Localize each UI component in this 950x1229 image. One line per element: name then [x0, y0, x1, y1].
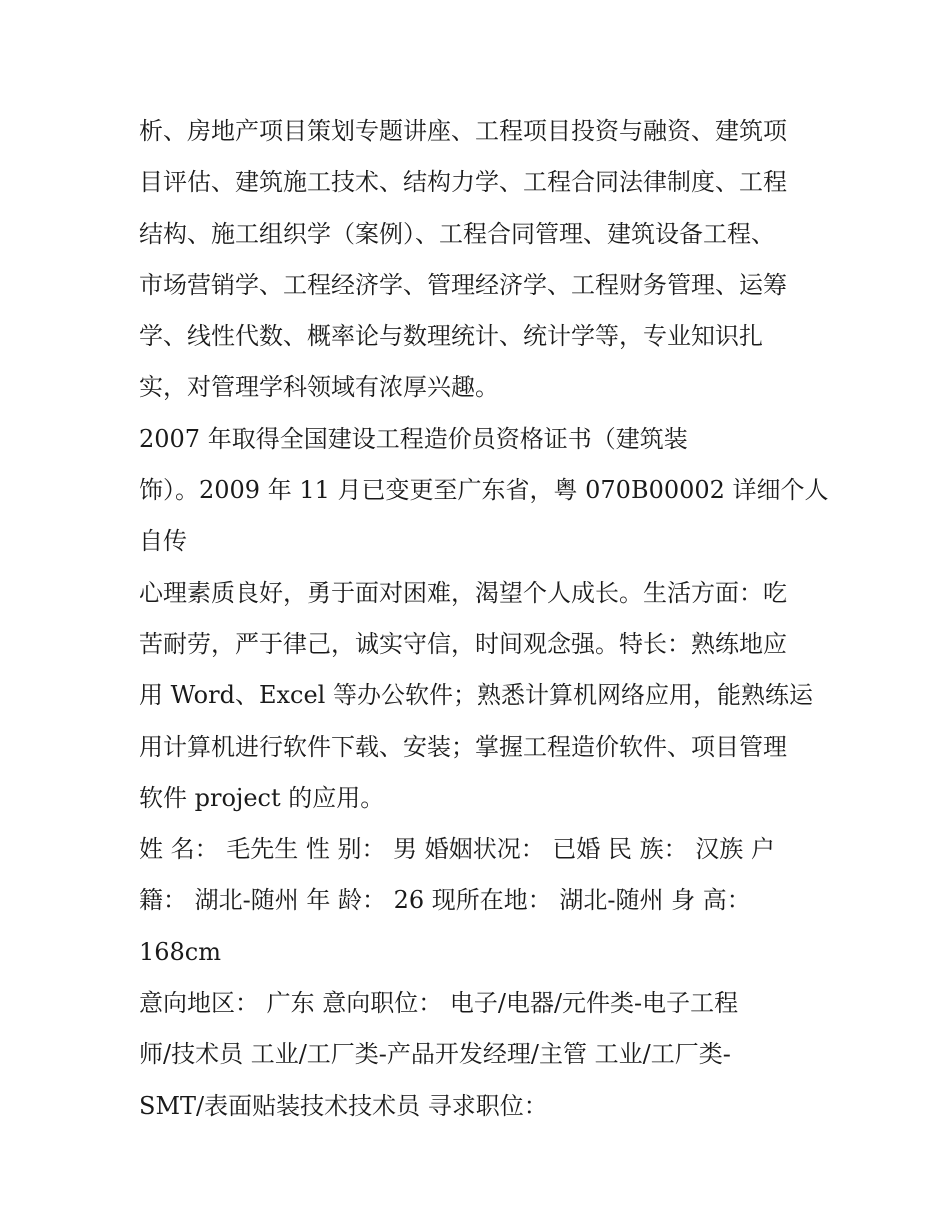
text-line: 饰）。2009 年 11 月已变更至广东省，粤 070B00002 详细个人	[139, 476, 829, 505]
resume-text-block	[139, 106, 829, 1132]
text-line: 师/技术员 工业/工厂类-产品开发经理/主管 工业/工厂类-	[139, 1040, 731, 1069]
text-line: SMT/表面贴装技术技术员 寻求职位：	[139, 1091, 548, 1120]
text-line: 析、房地产项目策划专题讲座、工程项目投资与融资、建筑项	[139, 117, 787, 145]
text-line: 意向地区： 广东 意向职位： 电子/电器/元件类-电子工程	[139, 989, 739, 1018]
text-line: 自传	[139, 527, 187, 556]
text-line: 苦耐劳，严于律己，诚实守信，时间观念强。特长：熟练地应	[139, 629, 787, 658]
text-line: 软件 project 的应用。	[139, 783, 385, 812]
text-line: 心理素质良好，勇于面对困难，渴望个人成长。生活方面：吃	[139, 578, 787, 607]
text-line: 用计算机进行软件下载、安装；掌握工程造价软件、项目管理	[139, 732, 787, 761]
text-line: 姓 名： 毛先生 性 别： 男 婚姻状况： 已婚 民 族： 汉族 户	[139, 835, 775, 864]
text-line: 168cm	[139, 937, 222, 966]
text-line: 2007 年取得全国建设工程造价员资格证书（建筑装	[139, 424, 688, 453]
text-line: 籍： 湖北-随州 年 龄： 26 现所在地： 湖北-随州 身 高：	[139, 886, 751, 915]
text-line: 目评估、建筑施工技术、结构力学、工程合同法律制度、工程	[139, 168, 787, 197]
text-line: 市场营销学、工程经济学、管理经济学、工程财务管理、运筹	[139, 270, 787, 299]
text-line: 结构、施工组织学（案例）、工程合同管理、建筑设备工程、	[139, 219, 775, 248]
text-line: 学、线性代数、概率论与数理统计、统计学等，专业知识扎	[139, 322, 763, 351]
text-line: 实，对管理学科领域有浓厚兴趣。	[139, 373, 499, 402]
text-line: 用 Word、Excel 等办公软件；熟悉计算机网络应用，能熟练运	[139, 681, 813, 710]
